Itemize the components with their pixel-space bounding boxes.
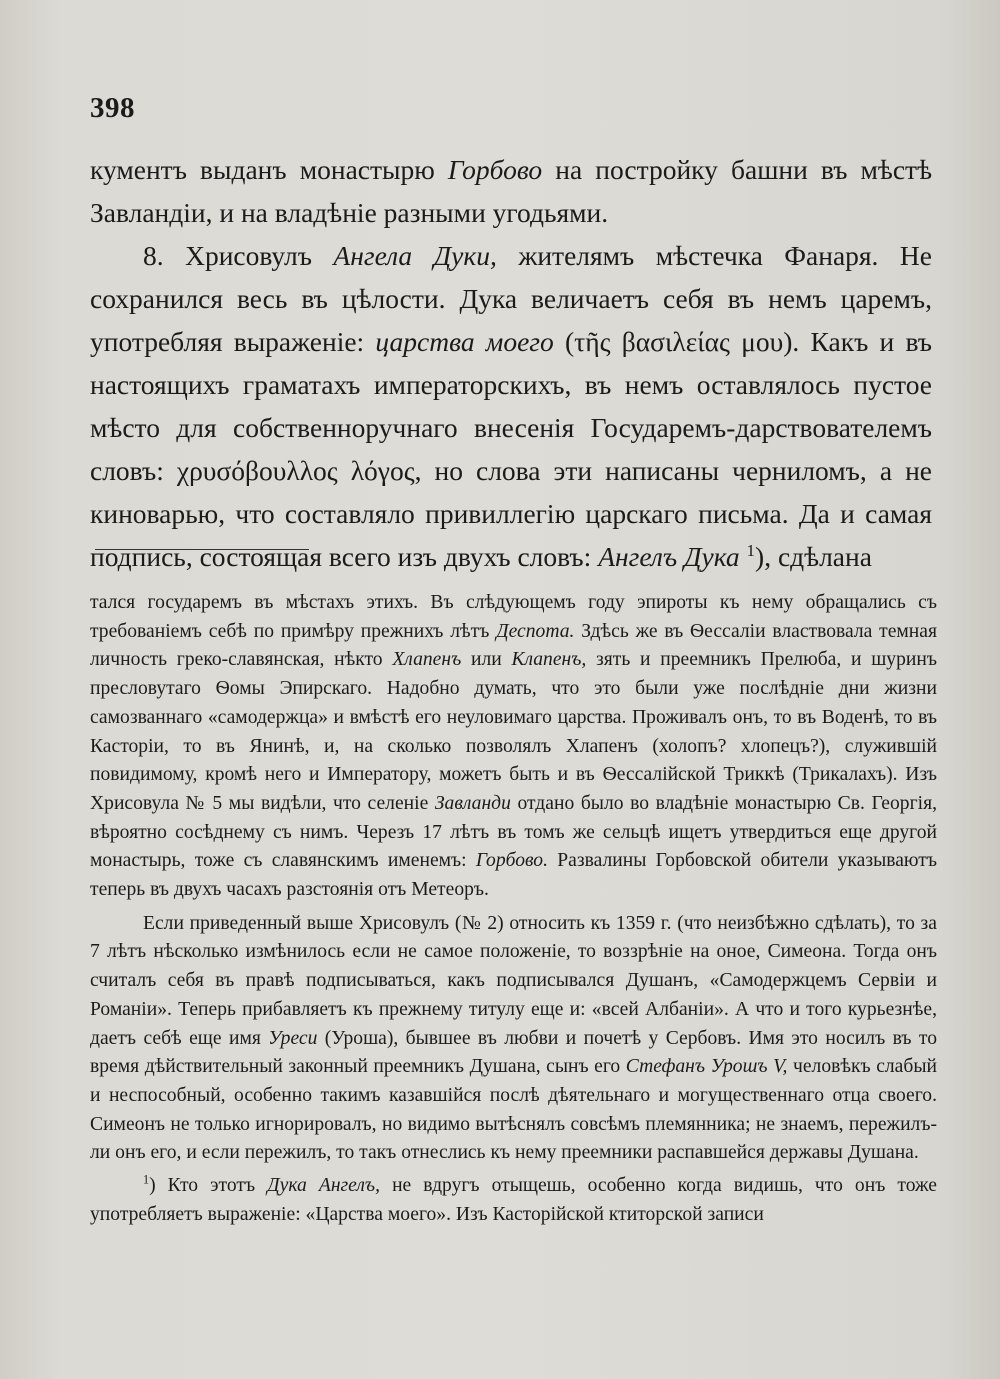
text-run: тался государемъ въ мѣстахъ этихъ. Въ слѣдующемъ году эпироты къ нему обращались съ требованіемъ себѣ по примѣру прежнихъ лѣтъ — [90, 592, 937, 642]
footnote-separator — [95, 549, 309, 550]
italic-run: Клапенъ, — [511, 649, 587, 671]
main-paragraph-2 — [90, 234, 932, 578]
italic-run: Ангелъ Дука — [598, 541, 740, 572]
text-run: (Уроша), бывшее въ любви и почетѣ у Сербовъ. Имя это носилъ въ то время дѣйствительный законный преемникъ Душана, сынъ его — [90, 1027, 937, 1078]
italic-run: Деспота. — [496, 620, 575, 642]
text-run: человѣкъ слабый и неспособный, особенно такимъ казавшійся послѣ дѣятельнаго и могущественнаго отца своего. Симеонъ не только игнорировалъ, но видимо вытѣснялъ совсѣмъ племянника; не знаемъ, пережилъ-ли онъ его, и если пережилъ, то такъ отнеслись къ нему преемники распавшейся державы Душана. — [90, 1056, 937, 1164]
italic-run: Горбово — [447, 154, 543, 185]
main-text — [90, 148, 932, 578]
italic-run: Уреси — [268, 1027, 318, 1049]
footnote-1 — [90, 1172, 937, 1229]
note-paragraph-1 — [90, 589, 937, 905]
text-run: не вдругъ отыщешь, особенно когда видишь, что онъ тоже употребляетъ выраженіе: «Царства моего». Изъ Касторійской ктиторской записи — [90, 1175, 937, 1225]
text-run: отдано было во владѣніе монастырю Св. Георгія, вѣроятно сосѣднему съ нимъ. Черезъ 17 лѣтъ въ томъ же сельцѣ ищетъ утвердиться еще другой монастырь, тоже съ славянскимъ именемъ: — [90, 792, 937, 872]
italic-run: Ангела Дуки, — [333, 240, 497, 271]
text-run: Если приведенный выше Хрисовулъ (№ 2) относить къ 1359 г. (что неизбѣжно сдѣлать), то за 7 лѣтъ нѣсколько измѣнилось если не самое положеніе, то воззрѣніе на оное, Симеона. Тогда онъ считалъ себя въ правѣ подписываться, какъ подписывался Душанъ, «Самодержцемъ Сервіи и Романіи». Теперь прибавляетъ къ прежнему титулу еще и: «всей Албаніи». А что и того курьезнѣе, даетъ себѣ еще имя — [90, 912, 937, 1049]
text-run: на постройку башни въ мѣстѣ Завландіи, и на владѣніе разными угодьями. — [90, 154, 932, 228]
italic-run: царства моего — [375, 326, 554, 357]
text-run: (τῆς βασιλείας μου). Какъ и въ настоящихъ граматахъ императорскихъ, въ немъ оставлялось пустое мѣсто для собственноручнаго внесенія Государемъ-дарствователемъ словъ: χρυσόβουλλος λόγος, но слова эти написаны черниломъ, а не киноварью, что составляло привиллегію царскаго письма. Да и самая подпись, состоящая всего изъ двухъ словъ: — [90, 326, 932, 572]
text-run: Развалины Горбовской обители указываютъ теперь въ двухъ часахъ разстоянія отъ Метеоръ. — [90, 850, 937, 901]
text-run: Здѣсь же въ Ѳессаліи властвовала темная личность греко-славянская, нѣкто — [90, 620, 937, 671]
text-run: зять и преемникъ Прелюба, и шуринъ пресловутаго Ѳомы Эпирскаго. Надобно думать, что это были уже послѣдніе дни жизни самозваннаго «самодержца» и вмѣстѣ его неуловимаго царства. Проживалъ онъ, то въ Воденѣ, то въ Касторіи, то въ Янинѣ, и, на сколько позволялъ Хлапенъ (холопъ? хлопецъ?), служившій повидимому, кромѣ него и Императору, можетъ быть и въ Ѳессалійской Триккѣ (Трикалахъ). Изъ Хрисовула № 5 мы видѣли, что селеніе — [90, 649, 937, 814]
text-run: или — [461, 649, 512, 671]
note-paragraph-2 — [90, 910, 937, 1168]
italic-run: Хлапенъ — [392, 649, 462, 671]
text-run: кументъ выданъ монастырю — [90, 154, 448, 185]
text-run: ), сдѣлана — [755, 541, 872, 572]
footnote-marker: 1 — [746, 540, 756, 560]
italic-run: Завланди — [434, 792, 511, 814]
notes-section — [90, 589, 937, 1229]
page-number: 398 — [90, 92, 135, 124]
text-run: 8. Хрисовулъ — [143, 240, 334, 271]
footnote-marker: 1 — [143, 1172, 150, 1187]
italic-run: Горбово. — [475, 850, 548, 872]
italic-run: Дука Ангелъ, — [267, 1175, 381, 1197]
italic-run: Стефанъ Урошъ V, — [625, 1056, 788, 1078]
text-run: ) Кто этотъ — [149, 1175, 268, 1197]
main-paragraph-1 — [90, 148, 932, 234]
text-run: жителямъ мѣстечка Фанаря. Не сохранился весь въ цѣлости. Дука величаетъ себя въ немъ царемъ, употребляя выраженіе: — [90, 240, 932, 357]
